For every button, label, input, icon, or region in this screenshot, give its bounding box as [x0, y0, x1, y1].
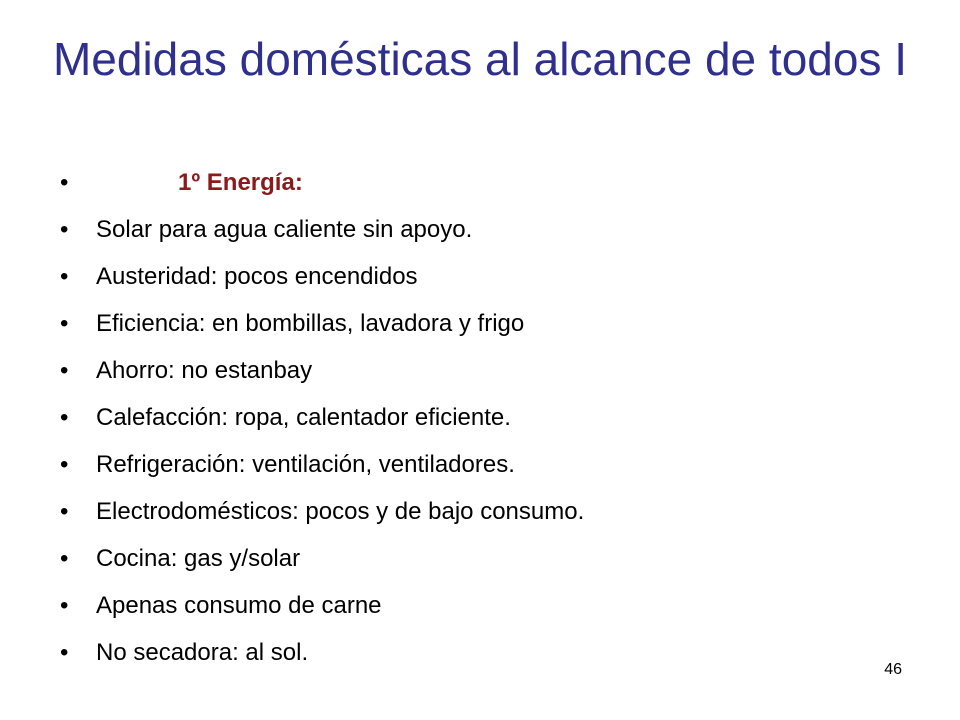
page-number: 46 [884, 661, 902, 678]
bullet-dot-icon: • [60, 404, 69, 431]
list-item-text: Eficiencia: en bombillas, lavadora y frigo [96, 310, 525, 337]
bullet-dot-icon: • [60, 451, 69, 478]
bullet-heading [60, 168, 584, 197]
list-item-text: Cocina: gas y/solar [96, 545, 301, 572]
list-item [60, 544, 584, 573]
list-item [60, 638, 584, 667]
list-item-text: Refrigeración: ventilación, ventiladores. [96, 451, 515, 478]
bullet-list [60, 168, 584, 667]
list-item [60, 450, 584, 479]
list-item [60, 262, 584, 291]
bullet-dot-icon: • [60, 216, 69, 243]
list-item [60, 591, 584, 620]
list-item-text: Electrodomésticos: pocos y de bajo consumo. [96, 498, 585, 525]
list-item [60, 215, 584, 244]
bullet-dot-icon: • [60, 498, 69, 525]
list-item [60, 356, 584, 385]
bullet-dot-icon: • [60, 263, 69, 290]
bullet-dot-icon: • [60, 639, 69, 666]
list-item-text: No secadora: al sol. [96, 639, 309, 666]
bullet-dot-icon: • [60, 545, 69, 572]
list-item [60, 403, 584, 432]
list-item-text: Solar para agua caliente sin apoyo. [96, 216, 473, 243]
bullet-dot-icon: • [60, 592, 69, 619]
list-item [60, 497, 584, 526]
section-heading: 1º Energía: [178, 169, 303, 196]
list-item-text: Austeridad: pocos encendidos [96, 263, 418, 290]
bullet-dot-icon: • [60, 357, 69, 384]
bullet-dot-icon: • [60, 169, 69, 196]
bullet-dot-icon: • [60, 310, 69, 337]
list-item-text: Apenas consumo de carne [96, 592, 382, 619]
list-item [60, 309, 584, 338]
slide-title: Medidas domésticas al alcance de todos I [52, 33, 908, 85]
list-item-text: Calefacción: ropa, calentador eficiente. [96, 404, 511, 431]
list-item-text: Ahorro: no estanbay [96, 357, 313, 384]
